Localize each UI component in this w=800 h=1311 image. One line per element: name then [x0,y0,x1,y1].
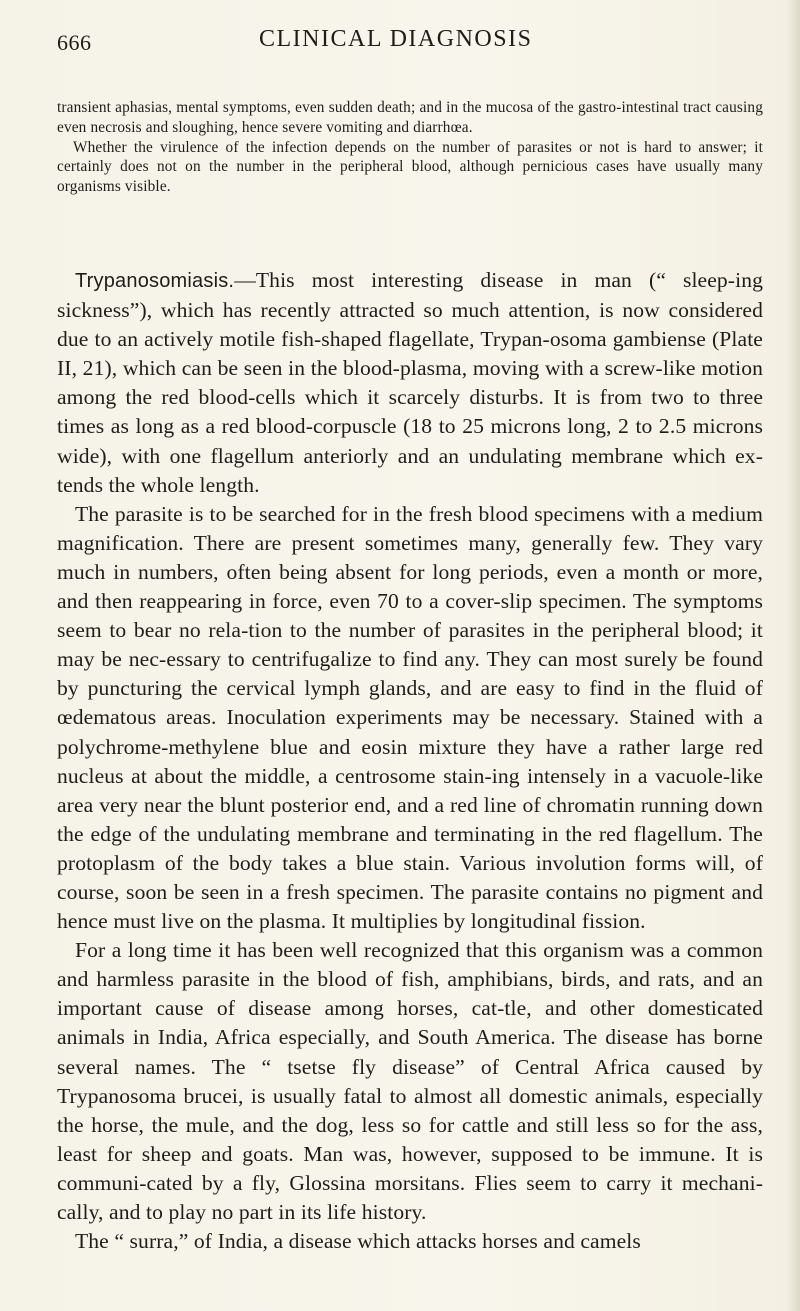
main-paragraph-1-body: —This most interesting disease in man (“ sleep-ing sickness”), which has recently attracted so much attention, is now considered due to an actively motile fish-shaped flagellate, Trypan-osoma gambiense (Plate II, 21), which can be seen in the blood-plasma, moving with a screw-like motion among the red blood-cells which it scarcely disturbs. It is from two to three times as long as a red blood-corpuscle (18 to 25 microns long, 2 to 2.5 microns wide), with one flagellum anteriorly and an undulating membrane which ex-tends the whole length. [57,268,763,497]
running-title: CLINICAL DIAGNOSIS [259,26,533,52]
small-print-section [57,98,763,197]
main-paragraph-4: The “ surra,” of India, a disease which attacks horses and camels [75,1229,641,1254]
trypanosomiasis-section [57,266,763,1256]
page-number: 666 [57,30,92,55]
page-edge-shadow [786,0,800,1311]
main-paragraph-3: For a long time it has been well recognized that this organism was a common and harmless parasite in the blood of fish, amphibians, birds, and rats, and an important cause of disease among horses, cat-tle, and other domesticated animals in India, Africa especially, and South America. The disease has borne several names. The “ tsetse fly disease” of Central Africa caused by Trypanosoma brucei, is usually fatal to almost all domestic animals, especially the horse, the mule, and the dog, less so for cattle and still less so for the ass, least for sheep and goats. Man was, however, supposed to be immune. It is communi-cated by a fly, Glossina morsitans. Flies seem to carry it mechani-cally, and to play no part in its life history. [57,938,763,1224]
small-paragraph-2: Whether the virulence of the infection depends on the number of parasites or not is hard to answer; it certainly does not on the number in the peripheral blood, although pernicious cases have usually many organisms visible. [57,138,763,196]
section-heading: Trypanosomiasis. [75,270,235,292]
main-paragraph-2: The parasite is to be searched for in the fresh blood specimens with a medium magnification. There are present sometimes many, generally few. They vary much in numbers, often being absent for long periods, even a month or more, and then reappearing in force, even 70 to a cover-slip specimen. The symptoms seem to bear no rela-tion to the number of parasites in the peripheral blood; it may be nec-essary to centrifugalize to find any. They can most surely be found by puncturing the cervical lymph glands, and are easy to find in the fluid of œdematous areas. Inoculation experiments may be necessary. Stained with a polychrome-methylene blue and eosin mixture they have a rather large red nucleus at about the middle, a centrosome stain-ing intensely in a vacuole-like area very near the blunt posterior end, and a red line of chromatin running down the edge of the undulating membrane and terminating in the red flagellum. The protoplasm of the body takes a blue stain. Various involution forms will, of course, soon be seen in a fresh specimen. The parasite contains no pigment and hence must live on the plasma. It multiplies by longitudinal fission. [57,501,763,934]
small-paragraph-1: transient aphasias, mental symptoms, even sudden death; and in the mucosa of the gastro-intestinal tract causing even necrosis and sloughing, hence severe vomiting and diarrhœa. [57,99,763,136]
main-paragraph-1 [57,266,763,500]
page-header [57,26,757,66]
